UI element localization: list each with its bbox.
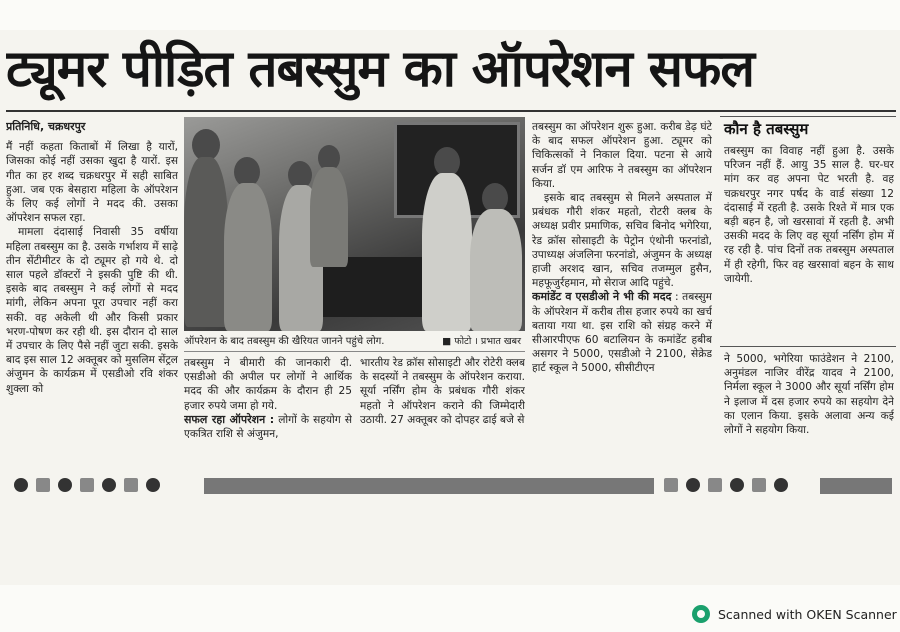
oken-logo-icon [692, 605, 710, 623]
photo-caption [184, 333, 525, 352]
headline: ट्यूमर पीड़ित तबस्सुम का ऑपरेशन सफल [6, 40, 754, 99]
scanner-watermark [692, 604, 897, 624]
box-top-rule [720, 116, 896, 117]
decor-dot [102, 478, 116, 492]
decor-dot [752, 478, 766, 492]
column-4 [532, 120, 712, 472]
decorative-dots-right [664, 478, 788, 496]
photo-person [224, 183, 272, 331]
col5-bottom-para: ने 5000, भगेरिया फाउंडेशन ने 2100, अनुमंडल नाजिर वीरेंद्र यादव ने 2100, निर्मला स्कूल ने 3000 और सूर्या नर्सिंग होम ने इलाज में दस हजार रुपये का सहयोग देने का एलान किया. इसके अलावा अन्य कई लोगों ने सहयोग किया. [724, 353, 894, 437]
photo-person [184, 157, 228, 327]
decorative-dots-left [14, 478, 160, 496]
col2-para-2 [184, 413, 352, 441]
decor-dot [708, 478, 722, 492]
col2-tail: लोगों के सहयोग से एकत्रित राशि से अंजुमन, [184, 413, 352, 441]
photo-person [470, 209, 522, 331]
column-1 [6, 120, 178, 470]
headline-rule [6, 110, 896, 112]
decor-dot [730, 478, 744, 492]
col2-para: तबस्सुम ने बीमारी की जानकारी दी. एसडीओ की अपील पर लोगों ने आर्थिक मदद की और कार्यक्रम के दौरान ही 25 हजार रुपये जमा हो गये. [184, 357, 352, 412]
decor-dot [686, 478, 700, 492]
decor-dot [80, 478, 94, 492]
decor-dot [146, 478, 160, 492]
decor-dot [774, 478, 788, 492]
photo-credit: ■ फोटो । प्रभात खबर [442, 336, 521, 347]
col1-para-1: मैं नहीं कहता किताबों में लिखा है यारों, जिसका कोई नहीं उसका खुदा है यारों. इस गीत का हर शब्द चक्रधरपुर में सही साबित हुआ. जब एक बेसहारा महिला के ऑपरेशन के लिए कई लोगों ने मदद की. उसका ऑपरेशन सफल रहा. [6, 141, 178, 225]
box-title: कौन है तबस्सुम [724, 120, 809, 138]
decor-dot [664, 478, 678, 492]
decor-dot [36, 478, 50, 492]
decorative-band [204, 478, 654, 494]
box-text: तबस्सुम का विवाह नहीं हुआ है. उसके परिजन नहीं हैं. आयु 35 साल है. घर-घर मांग कर वह अपना पेट भरती है. वह चक्रधरपुर नगर पर्षद के वार्ड संख्या 12 दंदासाई में रहती है. उसके रिश्ते में मात्र एक बड़ी बहन है, जो खरसावां में रहती है. अभी उसकी मदद के लिए वह सूर्या नर्सिंग होम में रह रही है. पांच दिनों तक तबस्सुम अस्पताल में ही रहेगी, फिर वह खरसावां बहन के साथ जायेगी. [724, 145, 894, 285]
col3-para: भारतीय रेड क्रॉस सोसाइटी और रोटेरी क्लब के सदस्यों ने तबस्सुम के ऑपरेशन कराया. सूर्या नर्सिंग होम के प्रबंधक गौरी शंकर महतो ने ऑपरेशन कराने की जिम्मेदारी उठायी. 27 अक्तूबर को दोपहर ढाई बजे से [360, 357, 525, 426]
box-bottom-rule [720, 346, 896, 347]
col1-para-2: मामला दंदासाई निवासी 35 वर्षीया महिला तबस्सुम का है. उसके गर्भाशय में साढ़े तीन सेंटीमीटर के दो ट्यूमर हो गये थे. दो साल पहले डॉक्टरों ने इसकी पुष्टि की थी. इसके बाद तबस्सुम ने कई लोगों से मदद मांगी, लेकिन अपना पूरा उपचार नहीं करा सकी. वह अकेली थी और किसी प्रकार भरण-पोषण कर रही थी. इस दौरान दो साल में उपचार के लिए पैसे नहीं जुटा सकी. इसके बाद इस साल 12 अक्तूबर को मुसलिम सेंट्रल अंजुमन के कार्यक्रम में एसडीओ रवि शंकर शुक्ला को [6, 226, 178, 395]
column-3 [360, 356, 525, 474]
decorative-band [820, 478, 892, 494]
decor-dot [58, 478, 72, 492]
column-2 [184, 356, 352, 474]
photo-person [422, 173, 472, 331]
news-photo [184, 117, 525, 331]
col4-subhead: कमांडेंट व एसडीओ ने भी की मदद [532, 290, 672, 304]
decor-dot [124, 478, 138, 492]
col4-para-3 [532, 290, 712, 375]
col4-tail: : तबस्सुम के ऑपरेशन में करीब तीस हजार रुपये का खर्च बताया गया था. इस राशि को संग्रह करने में सीआरपीएफ 60 बटालियन के कमांडेंट हबीब असगर ने 5000, एसडीओ ने 2100, सेक्रेड हार्ट स्कूल ने 5000, सीसीटीएन [532, 291, 712, 375]
photo-person [310, 167, 348, 267]
column-5-bottom [724, 352, 894, 472]
col4-para-2: इसके बाद तबस्सुम से मिलने अस्पताल में प्रबंधक गौरी शंकर महतो, रोटरी क्लब के अध्यक्ष प्रवीर प्रमाणिक, सचिव बिनोद भगेरिया, रेड क्रॉस सोसाइटी के पेट्रोन एंथोनी फरनांडो, उपाध्यक्ष अंजलिना फरनांडो, अंजुमन के अध्यक्ष हाजी अरशद खान, सचिव तजम्मुल हुसैन, महफूजुर्रहमान, मो सेराज आदि पहुंचे. [532, 192, 712, 290]
byline: प्रतिनिधि, चक्रधरपुर [6, 120, 86, 133]
col4-para-1: तबस्सुम का ऑपरेशन शुरू हुआ. करीब डेढ़ घंटे के बाद सफल ऑपरेशन हुआ. ट्यूमर को चिकित्सकों ने निकाल दिया. पटना से आये सर्जन डॉ एम आरिफ ने तबस्सुम का ऑपरेशन किया. [532, 121, 712, 190]
decor-dot [14, 478, 28, 492]
column-5-box [724, 144, 894, 344]
photo-caption-text: ऑपरेशन के बाद तबस्सुम की खैरियत जानने पहुंचे लोग. [184, 336, 385, 347]
scanner-label: Scanned with OKEN Scanner [718, 606, 897, 622]
col2-subhead: सफल रहा ऑपरेशन : [184, 412, 275, 426]
